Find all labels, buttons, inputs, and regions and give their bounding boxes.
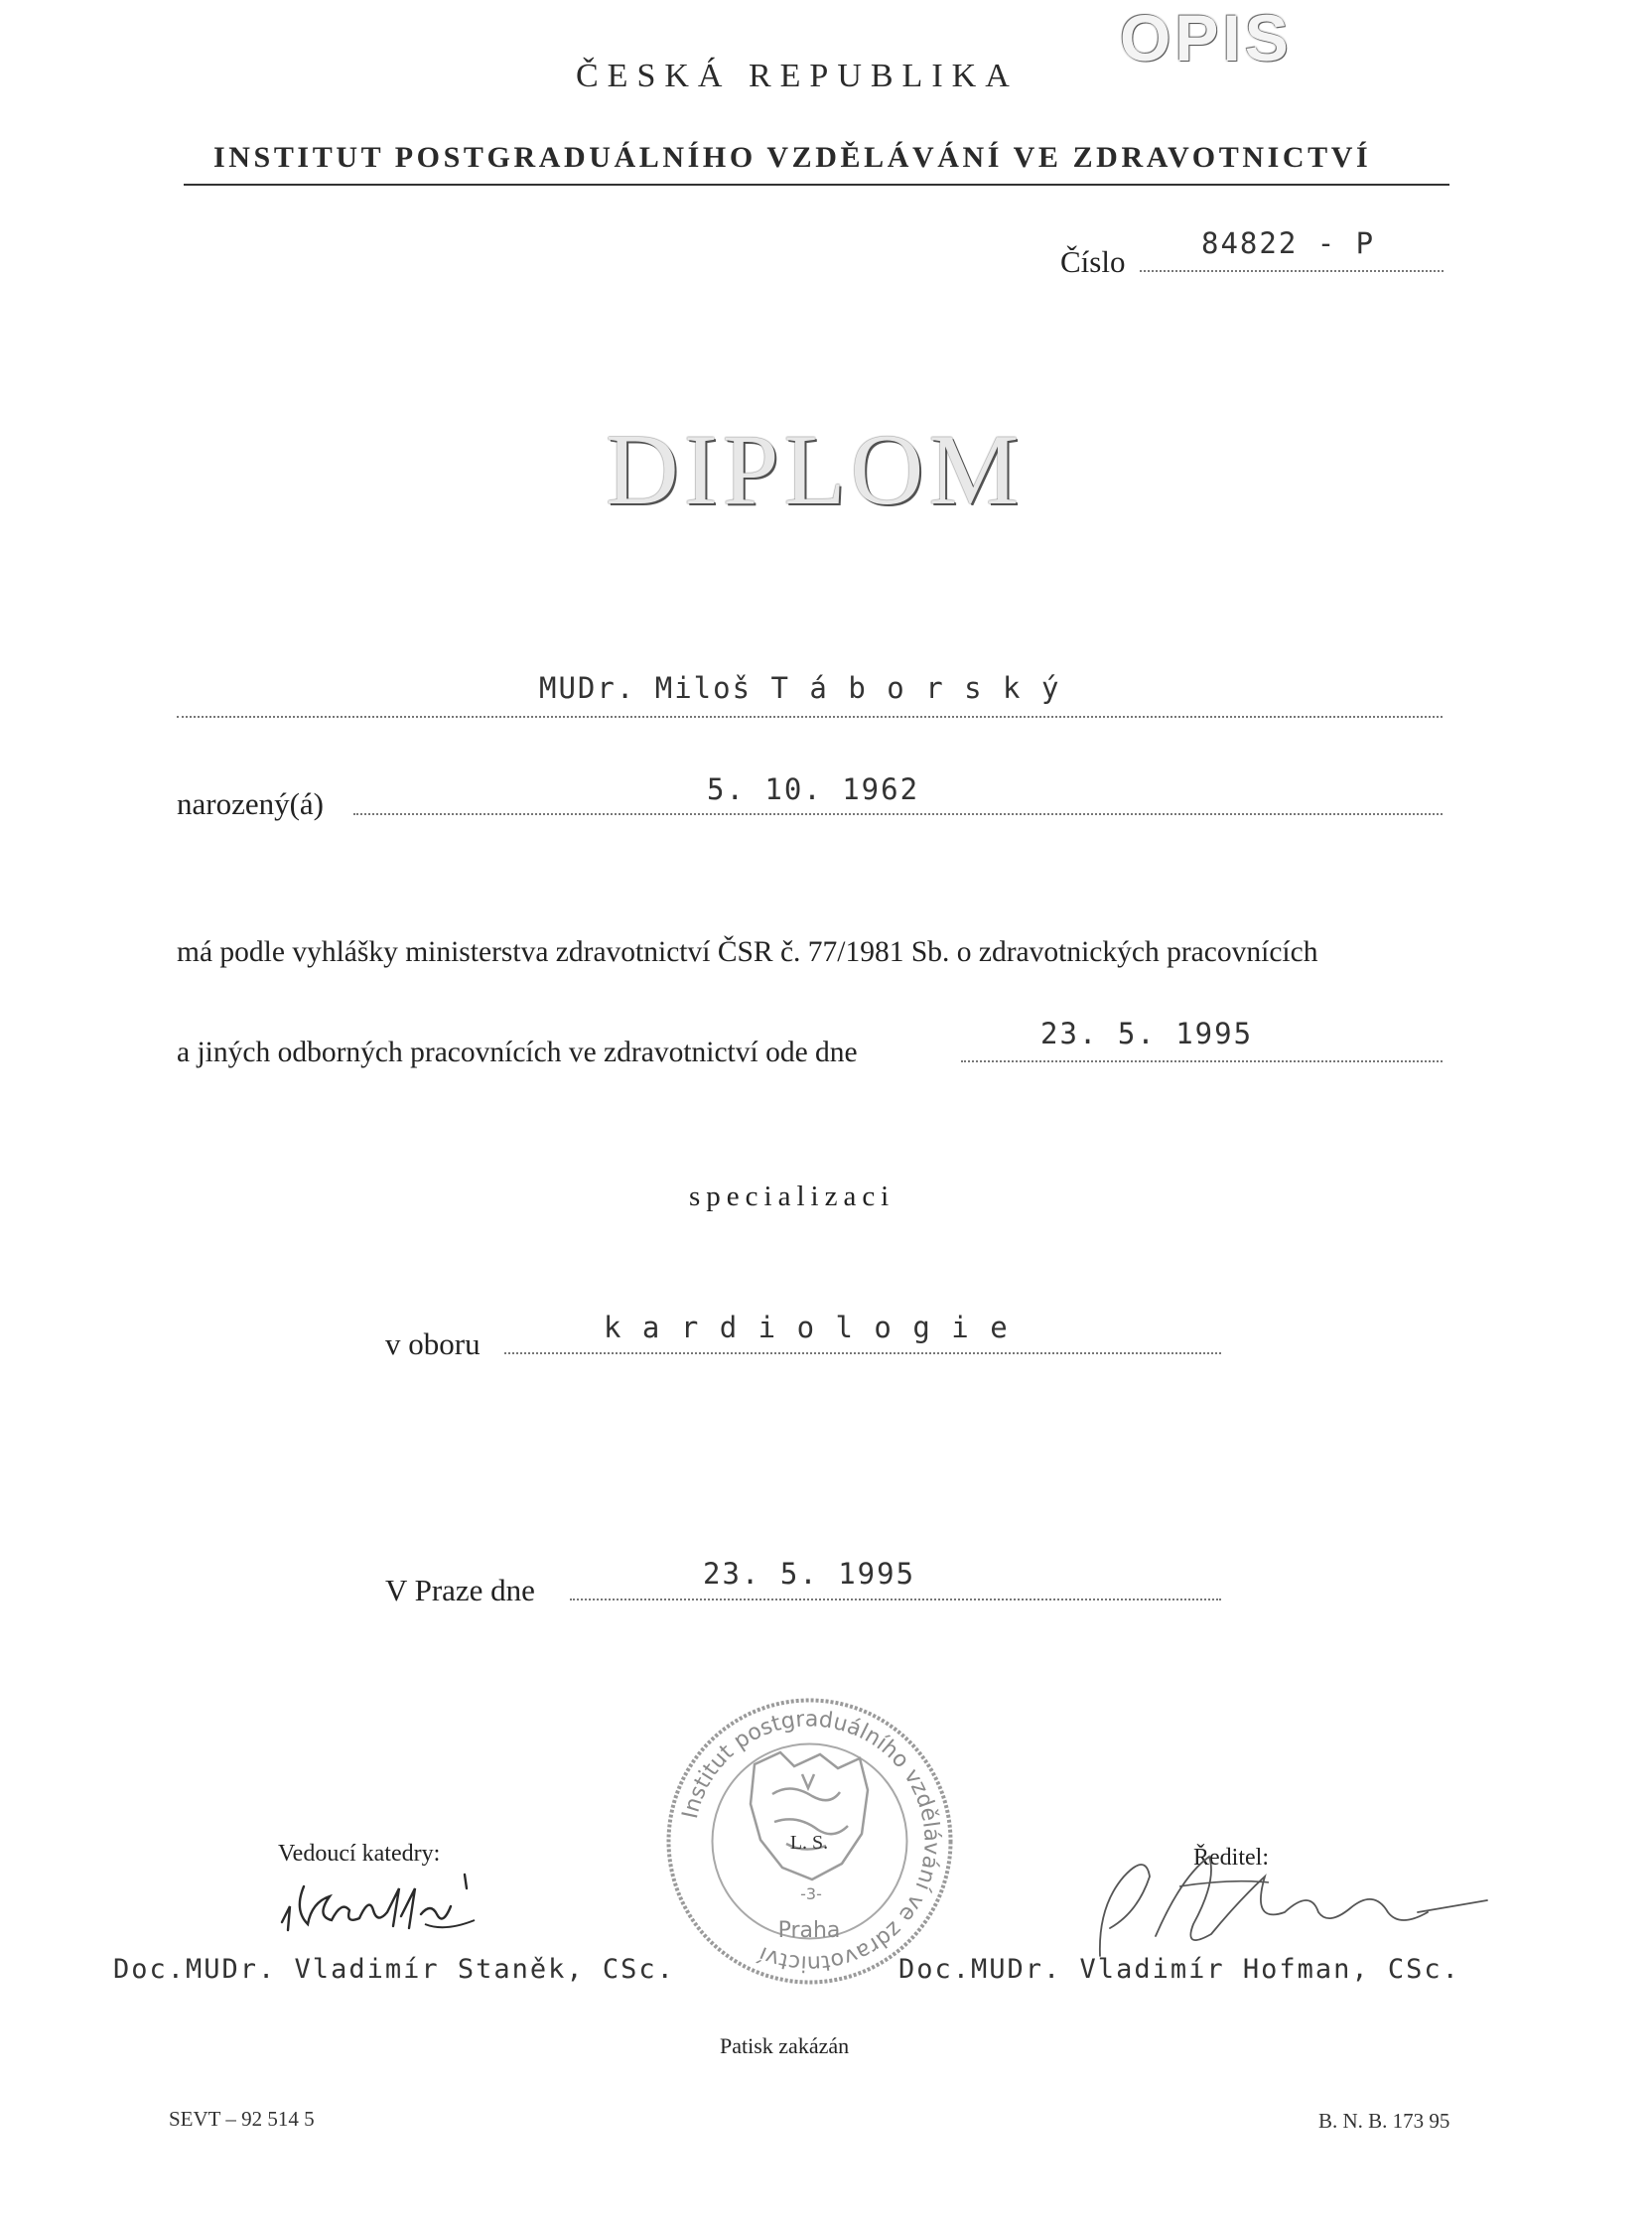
left-signatory-name: Doc.MUDr. Vladimír Staněk, CSc. <box>113 1954 675 1985</box>
number-value: 84822 - P <box>1201 226 1376 260</box>
field-label: v oboru <box>385 1326 481 1361</box>
reprint-prohibited-note: Patisk zakázán <box>720 2033 850 2058</box>
field-value: k a r d i o l o g i e <box>604 1311 1010 1344</box>
header-rule <box>184 184 1449 186</box>
field-dotted-line <box>504 1352 1221 1354</box>
country-heading: ČESKÁ REPUBLIKA <box>576 58 1019 94</box>
recipient-name: MUDr. Miloš T á b o r s k ý <box>539 671 1061 705</box>
left-handwritten-signature <box>276 1867 524 1946</box>
place-date: 23. 5. 1995 <box>703 1557 916 1591</box>
number-label: Číslo <box>1060 244 1126 279</box>
seal-city: Praha <box>777 1918 841 1943</box>
name-dotted-line <box>177 716 1443 718</box>
place-dotted-line <box>570 1599 1221 1600</box>
seal-ring-text: Institut postgraduálního vzdělávání ve zdravotnictví <box>677 1707 944 1976</box>
from-date: 23. 5. 1995 <box>1040 1017 1254 1050</box>
body-line-2: a jiných odborných pracovnících ve zdravotnictví ode dne <box>177 1037 858 1068</box>
right-form-code: B. N. B. 173 95 <box>1318 2109 1450 2133</box>
lion-emblem-icon <box>751 1752 868 1879</box>
place-label: V Praze dne <box>385 1573 535 1607</box>
seal-ls-text: L. S. <box>789 1832 829 1854</box>
left-form-code: SEVT – 92 514 5 <box>169 2107 315 2131</box>
right-signatory-name: Doc.MUDr. Vladimír Hofman, CSc. <box>898 1954 1460 1985</box>
specialization-word: specializaci <box>689 1181 895 1212</box>
right-handwritten-signature <box>1090 1817 1507 1976</box>
opis-stamp: OPIS <box>1120 1 1293 74</box>
body-line-1: má podle vyhlášky ministerstva zdravotnictví ČSR č. 77/1981 Sb. o zdravotnických pracovnících <box>177 936 1318 968</box>
born-dotted-line <box>353 813 1443 815</box>
seal-number: -3- <box>800 1884 822 1903</box>
from-date-dotted-line <box>961 1060 1443 1062</box>
number-dotted-line <box>1140 270 1444 272</box>
right-signatory-role: Ředitel: <box>1193 1845 1269 1871</box>
official-seal <box>663 1695 956 1988</box>
left-signatory-role: Vedoucí katedry: <box>278 1841 441 1867</box>
institute-name: INSTITUT POSTGRADUÁLNÍHO VZDĚLÁVÁNÍ VE ZDRAVOTNICTVÍ <box>213 141 1372 174</box>
born-date: 5. 10. 1962 <box>707 772 920 806</box>
diploma-title: DIPLOM <box>606 414 1025 526</box>
born-label: narozený(á) <box>177 786 325 821</box>
